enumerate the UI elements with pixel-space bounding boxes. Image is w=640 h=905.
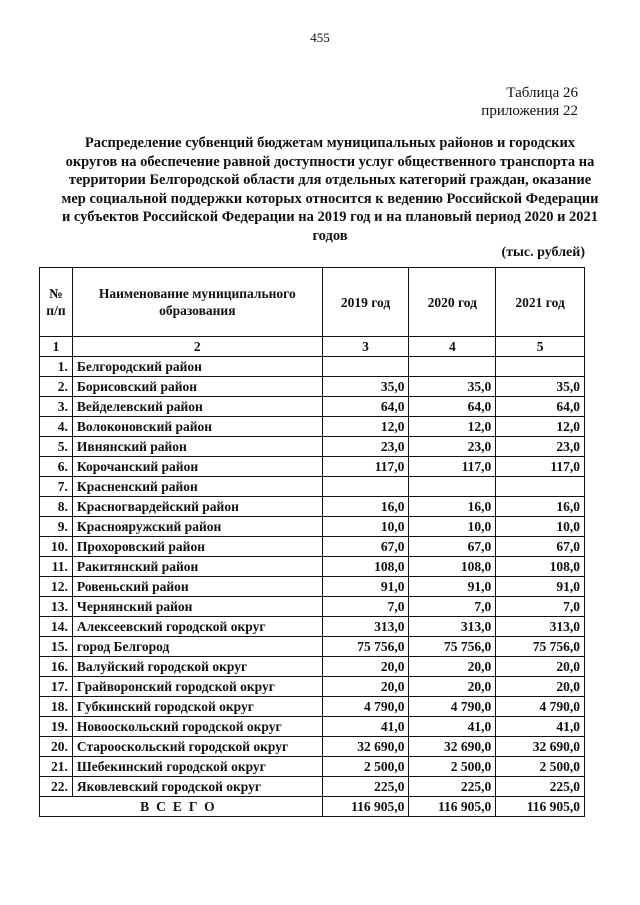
row-name: Краснояружский район xyxy=(72,517,322,537)
row-2021: 20,0 xyxy=(496,677,585,697)
row-2019: 20,0 xyxy=(322,657,409,677)
row-2021: 10,0 xyxy=(496,517,585,537)
row-2020: 2 500,0 xyxy=(409,757,496,777)
row-2021: 41,0 xyxy=(496,717,585,737)
row-2021: 4 790,0 xyxy=(496,697,585,717)
row-2020: 67,0 xyxy=(409,537,496,557)
row-2019: 67,0 xyxy=(322,537,409,557)
total-label: ВСЕГО xyxy=(40,797,323,817)
row-2020: 313,0 xyxy=(409,617,496,637)
row-2019: 64,0 xyxy=(322,397,409,417)
row-2019: 41,0 xyxy=(322,717,409,737)
row-name: Ровеньский район xyxy=(72,577,322,597)
header-name: Наименование муниципального образования xyxy=(72,268,322,337)
row-2019: 7,0 xyxy=(322,597,409,617)
row-number: 9. xyxy=(40,517,73,537)
row-2020: 4 790,0 xyxy=(409,697,496,717)
table-row xyxy=(40,737,585,757)
row-name: Ракитянский район xyxy=(72,557,322,577)
row-2019: 313,0 xyxy=(322,617,409,637)
row-2021: 2 500,0 xyxy=(496,757,585,777)
total-2021: 116 905,0 xyxy=(496,797,585,817)
table-body xyxy=(40,337,585,797)
row-2020: 117,0 xyxy=(409,457,496,477)
total-2019: 116 905,0 xyxy=(322,797,409,817)
row-name: Грайворонский городской округ xyxy=(72,677,322,697)
row-number: 15. xyxy=(40,637,73,657)
subventions-table xyxy=(39,267,585,817)
row-name: Новооскольский городской округ xyxy=(72,717,322,737)
row-2020: 16,0 xyxy=(409,497,496,517)
row-2021: 7,0 xyxy=(496,597,585,617)
row-2019: 12,0 xyxy=(322,417,409,437)
row-number: 3. xyxy=(40,397,73,417)
row-2021: 117,0 xyxy=(496,457,585,477)
row-2019: 23,0 xyxy=(322,437,409,457)
row-number: 7. xyxy=(40,477,73,497)
column-index: 3 xyxy=(322,337,409,357)
row-name: Красногвардейский район xyxy=(72,497,322,517)
row-name: Шебекинский городской округ xyxy=(72,757,322,777)
row-number: 1. xyxy=(40,357,73,377)
row-2021: 91,0 xyxy=(496,577,585,597)
row-2021: 35,0 xyxy=(496,377,585,397)
row-2021: 16,0 xyxy=(496,497,585,517)
row-number: 4. xyxy=(40,417,73,437)
units-label: (тыс. рублей) xyxy=(501,245,585,260)
table-ref-line2: приложения 22 xyxy=(481,103,578,119)
table-row xyxy=(40,377,585,397)
row-2020: 225,0 xyxy=(409,777,496,797)
table-row xyxy=(40,697,585,717)
table-row xyxy=(40,557,585,577)
row-name: Чернянский район xyxy=(72,597,322,617)
row-2021: 12,0 xyxy=(496,417,585,437)
header-2019: 2019 год xyxy=(322,268,409,337)
table-row xyxy=(40,457,585,477)
row-2021: 108,0 xyxy=(496,557,585,577)
row-2019 xyxy=(322,357,409,377)
table-row xyxy=(40,357,585,377)
table-row xyxy=(40,677,585,697)
row-2021: 23,0 xyxy=(496,437,585,457)
row-name: Белгородский район xyxy=(72,357,322,377)
row-2020: 32 690,0 xyxy=(409,737,496,757)
row-name: Вейделевский район xyxy=(72,397,322,417)
row-2020: 35,0 xyxy=(409,377,496,397)
row-2019: 10,0 xyxy=(322,517,409,537)
column-index: 5 xyxy=(496,337,585,357)
row-number: 18. xyxy=(40,697,73,717)
row-name: Корочанский район xyxy=(72,457,322,477)
column-index: 4 xyxy=(409,337,496,357)
table-row xyxy=(40,597,585,617)
total-2020: 116 905,0 xyxy=(409,797,496,817)
table-row xyxy=(40,397,585,417)
row-2021: 64,0 xyxy=(496,397,585,417)
table-row xyxy=(40,577,585,597)
row-number: 17. xyxy=(40,677,73,697)
row-number: 20. xyxy=(40,737,73,757)
row-name: Валуйский городской округ xyxy=(72,657,322,677)
row-2021 xyxy=(496,357,585,377)
row-number: 14. xyxy=(40,617,73,637)
table-row xyxy=(40,537,585,557)
table-row xyxy=(40,637,585,657)
row-2021: 313,0 xyxy=(496,617,585,637)
row-name: Красненский район xyxy=(72,477,322,497)
row-2020: 12,0 xyxy=(409,417,496,437)
row-2019: 108,0 xyxy=(322,557,409,577)
table-reference xyxy=(481,84,578,120)
table-row xyxy=(40,497,585,517)
row-2020: 20,0 xyxy=(409,657,496,677)
row-2020: 7,0 xyxy=(409,597,496,617)
row-2019: 32 690,0 xyxy=(322,737,409,757)
row-2021: 67,0 xyxy=(496,537,585,557)
row-name: город Белгород xyxy=(72,637,322,657)
row-number: 2. xyxy=(40,377,73,397)
row-name: Старооскольский городской округ xyxy=(72,737,322,757)
table-row xyxy=(40,777,585,797)
row-2020: 41,0 xyxy=(409,717,496,737)
row-2020: 75 756,0 xyxy=(409,637,496,657)
row-number: 5. xyxy=(40,437,73,457)
row-number: 11. xyxy=(40,557,73,577)
header-2020: 2020 год xyxy=(409,268,496,337)
row-number: 16. xyxy=(40,657,73,677)
row-2021: 32 690,0 xyxy=(496,737,585,757)
row-2020 xyxy=(409,357,496,377)
row-2019: 91,0 xyxy=(322,577,409,597)
row-2020 xyxy=(409,477,496,497)
table-row xyxy=(40,657,585,677)
row-2019: 20,0 xyxy=(322,677,409,697)
row-2021: 225,0 xyxy=(496,777,585,797)
row-2021: 20,0 xyxy=(496,657,585,677)
row-number: 19. xyxy=(40,717,73,737)
row-2019: 35,0 xyxy=(322,377,409,397)
table-header-row xyxy=(40,268,585,337)
table-row xyxy=(40,477,585,497)
page-number: 455 xyxy=(310,30,330,45)
row-number: 10. xyxy=(40,537,73,557)
row-2020: 64,0 xyxy=(409,397,496,417)
row-2019: 2 500,0 xyxy=(322,757,409,777)
header-number: № п/п xyxy=(40,268,73,337)
row-2019: 75 756,0 xyxy=(322,637,409,657)
row-name: Прохоровский район xyxy=(72,537,322,557)
table-row xyxy=(40,757,585,777)
row-2019: 4 790,0 xyxy=(322,697,409,717)
row-2020: 10,0 xyxy=(409,517,496,537)
column-index: 1 xyxy=(40,337,73,357)
row-2021 xyxy=(496,477,585,497)
row-name: Ивнянский район xyxy=(72,437,322,457)
table-row xyxy=(40,417,585,437)
row-number: 13. xyxy=(40,597,73,617)
row-number: 12. xyxy=(40,577,73,597)
row-2020: 20,0 xyxy=(409,677,496,697)
row-2020: 23,0 xyxy=(409,437,496,457)
table-ref-line1: Таблица 26 xyxy=(506,85,578,101)
table-row xyxy=(40,517,585,537)
row-name: Яковлевский городской округ xyxy=(72,777,322,797)
header-2021: 2021 год xyxy=(496,268,585,337)
row-2019 xyxy=(322,477,409,497)
row-name: Алексеевский городской округ xyxy=(72,617,322,637)
row-2020: 108,0 xyxy=(409,557,496,577)
column-index-row xyxy=(40,337,585,357)
row-number: 8. xyxy=(40,497,73,517)
row-name: Волоконовский район xyxy=(72,417,322,437)
row-2019: 117,0 xyxy=(322,457,409,477)
row-name: Губкинский городской округ xyxy=(72,697,322,717)
row-number: 22. xyxy=(40,777,73,797)
row-2021: 75 756,0 xyxy=(496,637,585,657)
row-2020: 91,0 xyxy=(409,577,496,597)
document-title: Распределение субвенций бюджетам муниципальных районов и городских округов на обеспечение равной доступности услуг общественного транспорта на территории Белгородской области для отдельных категорий граждан, оказание мер социальной поддержки которых относится к ведению Российской Федерации и субъектов Российской Федерации на 2019 год и на плановый период 2020 и 2021 годов xyxy=(61,135,599,244)
total-row xyxy=(40,797,585,817)
row-2019: 225,0 xyxy=(322,777,409,797)
column-index: 2 xyxy=(72,337,322,357)
row-2019: 16,0 xyxy=(322,497,409,517)
table-row xyxy=(40,617,585,637)
row-number: 6. xyxy=(40,457,73,477)
table-row xyxy=(40,717,585,737)
table-row xyxy=(40,437,585,457)
row-number: 21. xyxy=(40,757,73,777)
row-name: Борисовский район xyxy=(72,377,322,397)
